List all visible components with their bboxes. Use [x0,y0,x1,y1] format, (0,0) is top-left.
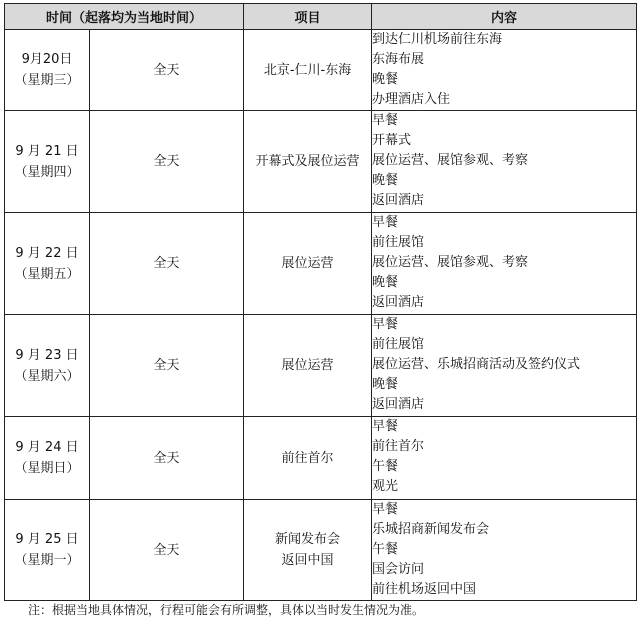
weekday: （星期五） [14,266,80,282]
content-line: 乐城招商新闻发布会 [372,522,490,537]
date: 9 月 24 日 [15,440,79,455]
item-cell [244,111,372,213]
item-cell [244,30,372,111]
table-row [5,30,637,111]
content-line: 观光 [372,479,399,494]
date: 9 月 21 日 [15,143,79,159]
content-line: 展位运营、展馆参观、考察 [372,153,529,168]
period-cell: 全天 [90,500,244,601]
content-line: 早餐 [372,419,399,434]
table-header-row [5,4,637,30]
item-line: 前往首尔 [281,450,334,466]
table-row [5,213,637,315]
content-line: 到达仁川机场前往东海 [372,32,503,47]
item-cell [244,500,372,601]
item-line: 北京-仁川-东海 [263,62,352,78]
content-line: 前往展馆 [372,235,425,250]
content-line: 早餐 [372,317,399,332]
date: 9 月 22 日 [15,245,79,261]
content-line: 返回酒店 [372,397,425,412]
header-item: 项目 [244,4,372,30]
content-cell [372,111,637,213]
content-line: 晚餐 [372,275,399,290]
item-line: 展位运营 [281,358,334,373]
content-line: 返回酒店 [372,295,425,310]
date-cell [5,30,90,111]
weekday: （星期三） [14,73,80,88]
content-line: 晚餐 [372,72,399,87]
date-cell [5,213,90,315]
content-cell [372,213,637,315]
content-cell [372,417,637,500]
table-row [5,111,637,213]
table-row [5,315,637,417]
content-line: 早餐 [372,113,399,128]
date: 9 月 25 日 [15,532,79,547]
item-line: 返回中国 [281,553,334,568]
date: 9月20日 [21,52,73,67]
date-cell [5,315,90,417]
item-line: 展位运营 [281,256,334,271]
itinerary-table [4,3,637,601]
table-row [5,500,637,601]
date: 9 月 23 日 [15,347,79,363]
period-cell: 全天 [90,30,244,111]
item-line: 新闻发布会 [275,532,341,547]
content-line: 前往展馆 [372,337,425,352]
content-line: 展位运营、展馆参观、考察 [372,255,529,270]
content-line: 晚餐 [372,377,399,392]
content-line: 国会访问 [372,562,425,577]
content-line: 早餐 [372,502,399,517]
content-line: 午餐 [372,459,399,474]
header-time: 时间（起落均为当地时间） [5,4,244,30]
content-cell [372,315,637,417]
weekday: （星期四） [14,164,80,180]
item-cell [244,315,372,417]
content-line: 前往首尔 [372,439,425,454]
content-cell [372,30,637,111]
item-cell [244,417,372,500]
content-line: 晚餐 [372,173,399,188]
content-line: 东海布展 [372,52,425,67]
date-cell [5,111,90,213]
content-line: 开幕式 [372,133,412,148]
content-line: 前往机场返回中国 [372,582,477,597]
period-cell: 全天 [90,315,244,417]
content-line: 早餐 [372,215,399,230]
header-content: 内容 [372,4,637,30]
table-row [5,417,637,500]
weekday: （星期日） [14,461,80,476]
date-cell [5,500,90,601]
item-cell [244,213,372,315]
content-line: 返回酒店 [372,193,425,208]
weekday: （星期一） [14,553,80,568]
item-line: 开幕式及展位运营 [255,154,360,169]
period-cell: 全天 [90,111,244,213]
content-cell [372,500,637,601]
period-cell: 全天 [90,417,244,500]
date-cell [5,417,90,500]
content-line: 午餐 [372,542,399,557]
weekday: （星期六） [14,368,80,384]
period-cell: 全天 [90,213,244,315]
content-line: 办理酒店入住 [372,92,451,107]
footnote: 注：根据当地具体情况，行程可能会有所调整，具体以当时发生情况为准。 [28,603,425,617]
content-line: 展位运营、乐城招商活动及签约仪式 [372,357,581,372]
